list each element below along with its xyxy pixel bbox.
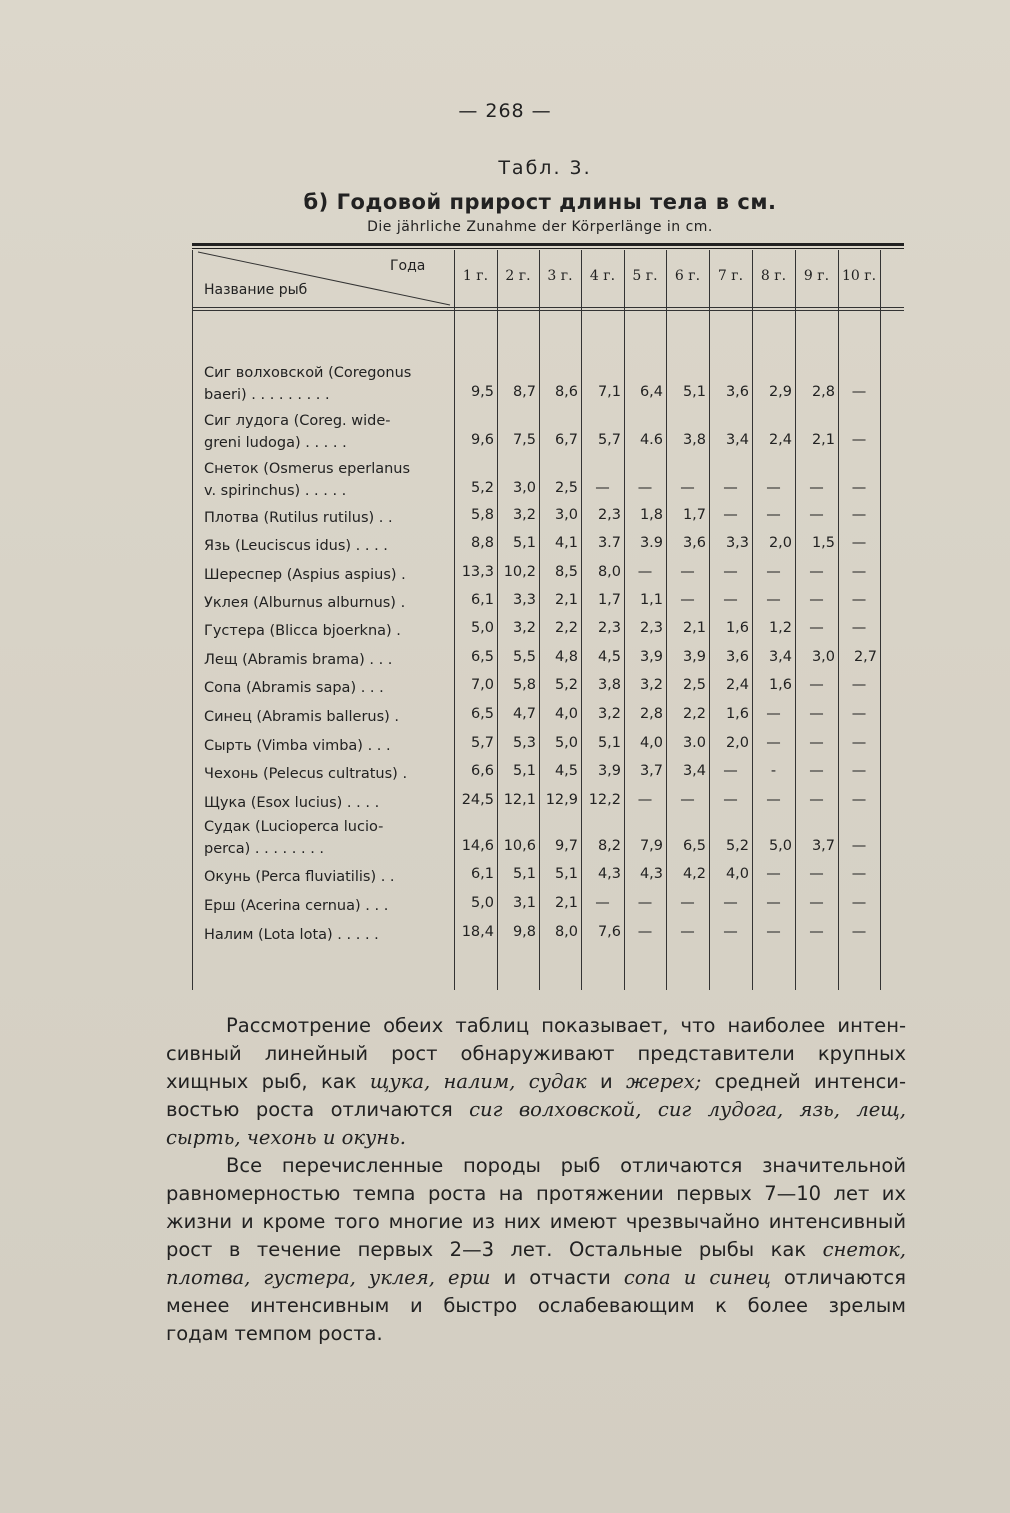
growth-value: 3,4 xyxy=(725,432,749,448)
table-label: Табл. 3. xyxy=(498,157,592,179)
fish-name-line: Ерш (Acerina cernua) . . . xyxy=(204,898,389,914)
fish-name-line: Синец (Abramis ballerus) . xyxy=(204,709,400,725)
growth-value: — xyxy=(723,924,738,940)
growth-value: 14,6 xyxy=(461,838,494,854)
growth-value: 2,2 xyxy=(682,706,706,722)
growth-value: 3,6 xyxy=(725,384,749,400)
text-run: рост в течение первых 2—3 лет. Остальные рыбы как xyxy=(166,1238,823,1261)
growth-value: 6,5 xyxy=(470,706,494,722)
growth-value: — xyxy=(851,735,867,751)
growth-value: 6,7 xyxy=(554,432,578,448)
growth-value: 8,0 xyxy=(597,564,621,580)
growth-value: — xyxy=(851,924,867,940)
growth-value: 3,9 xyxy=(682,649,706,665)
growth-value: 3,8 xyxy=(597,677,621,693)
text-run: отличаются xyxy=(770,1266,906,1289)
growth-value: — xyxy=(637,564,653,580)
fish-name xyxy=(204,410,444,454)
growth-value: 24,5 xyxy=(461,792,494,808)
growth-value: — xyxy=(766,792,781,808)
growth-value: 2,2 xyxy=(554,620,578,636)
growth-value: — xyxy=(637,924,653,940)
growth-value: 5,0 xyxy=(768,838,792,854)
growth-value: 4,1 xyxy=(554,535,578,551)
growth-value: 12,2 xyxy=(588,792,621,808)
growth-value: 5,0 xyxy=(470,895,494,911)
growth-value: 3,1 xyxy=(512,895,536,911)
growth-value: 9,8 xyxy=(512,924,536,940)
growth-value: — xyxy=(809,507,824,523)
growth-value: 2,1 xyxy=(682,620,706,636)
text-run: и xyxy=(586,1070,627,1093)
growth-value: — xyxy=(851,866,867,882)
growth-value: 4,7 xyxy=(512,706,536,722)
growth-value: 4.6 xyxy=(639,432,663,448)
growth-value: 8,2 xyxy=(597,838,621,854)
growth-value: 6,6 xyxy=(470,763,494,779)
growth-value: 5,1 xyxy=(554,866,578,882)
fish-name-line: Чехонь (Pelecus cultratus) . xyxy=(204,766,408,782)
text-run: менее интенсивным и быстро ослабевающим к более зрелым xyxy=(166,1294,906,1317)
growth-value: - xyxy=(770,763,777,779)
growth-value: 3,2 xyxy=(512,507,536,523)
growth-value: 5,8 xyxy=(512,677,536,693)
growth-value: 5,3 xyxy=(512,735,536,751)
growth-value: — xyxy=(766,564,781,580)
table-title: б) Годовой прирост длины тела в см. xyxy=(303,190,777,214)
paragraph-line xyxy=(166,1264,906,1292)
growth-value: 6,1 xyxy=(470,866,494,882)
fish-name-line: Язь (Leuciscus idus) . . . . xyxy=(204,538,388,554)
fish-name xyxy=(204,458,444,502)
paragraph-1 xyxy=(166,1012,906,1152)
growth-value: — xyxy=(809,480,824,496)
fish-name xyxy=(204,706,444,728)
growth-value: — xyxy=(851,384,867,400)
growth-value: 6,5 xyxy=(682,838,706,854)
fish-name xyxy=(204,592,444,614)
fish-name-line: Плотва (Rutilus rutilus) . . xyxy=(204,510,393,526)
fish-name-line: baeri) . . . . . . . . . xyxy=(204,387,330,403)
growth-value: 5,1 xyxy=(512,763,536,779)
growth-value: 12,9 xyxy=(545,792,578,808)
text-run: сивный линейный рост обнаруживают представители крупных xyxy=(166,1042,906,1065)
growth-value: 13,3 xyxy=(461,564,494,580)
growth-value: 12,1 xyxy=(503,792,536,808)
growth-value: 3,7 xyxy=(639,763,663,779)
fish-name-line: Налим (Lota lota) . . . . . xyxy=(204,927,379,943)
growth-value: 3,2 xyxy=(512,620,536,636)
paragraph-line xyxy=(166,1096,906,1124)
growth-value: — xyxy=(723,763,738,779)
header-fish-label: Название рыб xyxy=(204,282,308,298)
growth-value: — xyxy=(595,895,610,911)
growth-value: 6,1 xyxy=(470,592,494,608)
growth-value: 3,2 xyxy=(597,706,621,722)
growth-value: — xyxy=(809,592,824,608)
growth-value: 7,0 xyxy=(470,677,494,693)
fish-name xyxy=(204,763,444,785)
growth-value: 2,1 xyxy=(554,592,578,608)
growth-value: 8,6 xyxy=(554,384,578,400)
growth-value: — xyxy=(723,895,738,911)
table-header-rule xyxy=(192,307,904,308)
growth-value: 4,0 xyxy=(639,735,663,751)
growth-value: 9,7 xyxy=(554,838,578,854)
growth-value: — xyxy=(851,706,867,722)
fish-name-line: greni ludoga) . . . . . xyxy=(204,435,347,451)
growth-value: 3,4 xyxy=(682,763,706,779)
italic-text: сырть, чехонь и окунь. xyxy=(166,1126,406,1149)
growth-value: 4,2 xyxy=(682,866,706,882)
growth-value: — xyxy=(851,763,867,779)
growth-value: 1,1 xyxy=(639,592,663,608)
fish-name-line: Сиг волховской (Coregonus xyxy=(204,365,412,381)
growth-value: 5,0 xyxy=(554,735,578,751)
year-header: 2 г. xyxy=(505,268,531,284)
growth-value: 1,6 xyxy=(725,706,749,722)
growth-value: — xyxy=(680,592,695,608)
growth-value: — xyxy=(851,432,867,448)
text-run: Все перечисленные породы рыб отличаются значительной xyxy=(226,1154,906,1177)
growth-value: 2,0 xyxy=(768,535,792,551)
growth-value: 1,6 xyxy=(725,620,749,636)
growth-value: — xyxy=(637,480,653,496)
text-run: востью роста отличаются xyxy=(166,1098,470,1121)
fish-name-line: Судак (Lucioperca lucio- xyxy=(204,819,384,835)
growth-value: 10,2 xyxy=(503,564,536,580)
growth-value: 1,5 xyxy=(811,535,835,551)
growth-value: — xyxy=(723,792,738,808)
growth-value: 5,7 xyxy=(597,432,621,448)
growth-value: — xyxy=(809,620,824,636)
year-header: 6 г. xyxy=(674,268,701,284)
growth-value: — xyxy=(680,924,695,940)
fish-name-line: Шереспер (Aspius aspius) . xyxy=(204,567,406,583)
growth-value: 1,6 xyxy=(768,677,792,693)
growth-value: — xyxy=(766,592,781,608)
fish-name-line: v. spirinchus) . . . . . xyxy=(204,483,347,499)
paragraph-line xyxy=(166,1124,906,1152)
growth-value: 5,7 xyxy=(470,735,494,751)
fish-name xyxy=(204,620,444,642)
year-header: 5 г. xyxy=(632,268,658,284)
growth-value: — xyxy=(851,838,867,854)
fish-name xyxy=(204,507,444,529)
table-header-rule-thin xyxy=(192,310,904,311)
fish-name xyxy=(204,677,444,699)
italic-text: жерех; xyxy=(626,1070,702,1093)
growth-value: — xyxy=(766,480,781,496)
fish-name xyxy=(204,816,444,860)
growth-value: 9,5 xyxy=(470,384,494,400)
growth-value: 5,0 xyxy=(470,620,494,636)
table-subtitle: Die jährliche Zunahme der Körperlänge in cm. xyxy=(367,219,713,235)
growth-value: 4,3 xyxy=(639,866,663,882)
growth-value: — xyxy=(680,564,695,580)
growth-value: 2,4 xyxy=(725,677,749,693)
growth-value: 8,0 xyxy=(554,924,578,940)
growth-value: 2,4 xyxy=(768,432,792,448)
growth-value: 5,1 xyxy=(682,384,706,400)
growth-value: — xyxy=(809,924,824,940)
fish-name xyxy=(204,895,444,917)
growth-value: — xyxy=(766,924,781,940)
growth-value: 3.9 xyxy=(639,535,663,551)
growth-value: — xyxy=(809,866,824,882)
growth-value: 7,9 xyxy=(639,838,663,854)
growth-value: 9,6 xyxy=(470,432,494,448)
growth-value: — xyxy=(809,895,824,911)
growth-value: — xyxy=(723,480,738,496)
fish-name-line: Сопа (Abramis sapa) . . . xyxy=(204,680,384,696)
growth-value: 4,0 xyxy=(554,706,578,722)
paragraph-line xyxy=(166,1180,906,1208)
growth-value: 2,5 xyxy=(554,480,578,496)
table-top-rule-thin xyxy=(192,248,904,249)
growth-value: 3,0 xyxy=(811,649,835,665)
growth-value: 3,4 xyxy=(768,649,792,665)
growth-value: 4,3 xyxy=(597,866,621,882)
growth-value: 3,9 xyxy=(597,763,621,779)
fish-name-line: Щука (Esox lucius) . . . . xyxy=(204,795,380,811)
growth-value: 2,1 xyxy=(554,895,578,911)
fish-name-line: Окунь (Perca fluviatilis) . . xyxy=(204,869,395,885)
growth-value: 3,9 xyxy=(639,649,663,665)
growth-value: 5,1 xyxy=(512,866,536,882)
growth-value: — xyxy=(851,792,867,808)
table-top-rule xyxy=(192,243,904,246)
growth-value: 3,2 xyxy=(639,677,663,693)
paragraph-2 xyxy=(166,1152,906,1348)
table-left-border xyxy=(192,250,193,990)
text-run: годам темпом роста. xyxy=(166,1322,383,1345)
growth-value: 8,5 xyxy=(554,564,578,580)
growth-value: — xyxy=(851,895,867,911)
growth-value: — xyxy=(809,735,824,751)
growth-value: — xyxy=(766,895,781,911)
growth-value: 3,0 xyxy=(512,480,536,496)
growth-value: 2,3 xyxy=(639,620,663,636)
fish-name xyxy=(204,792,444,814)
text-run: Рассмотрение обеих таблиц показывает, что наиболее интен- xyxy=(226,1014,906,1037)
fish-name-line: Сиг лудога (Coreg. wide- xyxy=(204,413,391,429)
growth-value: — xyxy=(680,792,695,808)
growth-value: 5,1 xyxy=(512,535,536,551)
growth-value: 5,2 xyxy=(470,480,494,496)
growth-value: 3,0 xyxy=(554,507,578,523)
growth-value: 4,8 xyxy=(554,649,578,665)
page-number: — 268 — xyxy=(458,100,552,122)
growth-value: — xyxy=(851,620,867,636)
growth-value: — xyxy=(766,735,781,751)
growth-value: — xyxy=(809,763,824,779)
year-header: 3 г. xyxy=(547,268,573,284)
year-header: 8 г. xyxy=(760,268,787,284)
year-header: 4 г. xyxy=(589,268,616,284)
column-divider xyxy=(880,250,881,990)
fish-name xyxy=(204,649,444,671)
growth-value: 5,8 xyxy=(470,507,494,523)
italic-text: плотва, густера, уклея, ерш xyxy=(166,1266,491,1289)
growth-value: — xyxy=(851,480,867,496)
growth-value: — xyxy=(809,677,824,693)
text-run: равномерностью темпа роста на протяжении первых 7—10 лет их xyxy=(166,1182,906,1205)
growth-value: 2,0 xyxy=(725,735,749,751)
italic-text: снеток, xyxy=(822,1238,906,1261)
growth-value: 6,4 xyxy=(639,384,663,400)
text-run: жизни и кроме того многие из них имеют чрезвычайно интенсивный xyxy=(166,1210,906,1233)
fish-name xyxy=(204,866,444,888)
paragraph-line xyxy=(166,1068,906,1096)
text-run: хищных рыб, как xyxy=(166,1070,370,1093)
fish-name-line: Густера (Blicca bjoerkna) . xyxy=(204,623,401,639)
italic-text: сиг волховской, сиг лудога, язь, лещ, xyxy=(469,1098,906,1121)
growth-value: — xyxy=(766,706,781,722)
italic-text: сопа и синец xyxy=(623,1266,771,1289)
year-header: 9 г. xyxy=(803,268,830,284)
growth-value: 5,2 xyxy=(725,838,749,854)
year-header: 1 г. xyxy=(462,268,489,284)
growth-value: 7,6 xyxy=(597,924,621,940)
growth-value: — xyxy=(637,895,653,911)
growth-value: — xyxy=(723,592,738,608)
growth-value: 2,8 xyxy=(639,706,663,722)
italic-text: щука, налим, судак xyxy=(369,1070,587,1093)
growth-value: 3,7 xyxy=(811,838,835,854)
growth-value: 3,6 xyxy=(682,535,706,551)
paragraph-line xyxy=(166,1236,906,1264)
paragraph-line xyxy=(166,1320,906,1348)
fish-name-line: Сырть (Vimba vimba) . . . xyxy=(204,738,391,754)
growth-value: — xyxy=(595,480,610,496)
text-run: и отчасти xyxy=(490,1266,624,1289)
paragraph-line xyxy=(166,1012,906,1040)
growth-value: 3,3 xyxy=(725,535,749,551)
fish-name xyxy=(204,362,444,406)
growth-value: 1,7 xyxy=(597,592,621,608)
growth-value: 2,3 xyxy=(597,507,621,523)
paragraph-line xyxy=(166,1040,906,1068)
growth-value: — xyxy=(809,706,824,722)
growth-value: — xyxy=(809,564,824,580)
fish-name-line: Уклея (Alburnus alburnus) . xyxy=(204,595,406,611)
paragraph-line xyxy=(166,1292,906,1320)
growth-value: 18,4 xyxy=(461,924,494,940)
growth-value: — xyxy=(680,480,695,496)
growth-value: 6,5 xyxy=(470,649,494,665)
growth-value: 7,5 xyxy=(512,432,536,448)
year-header: 10 г. xyxy=(841,268,877,284)
header-years-label: Года xyxy=(390,258,426,274)
growth-value: 3.0 xyxy=(682,735,706,751)
fish-name xyxy=(204,564,444,586)
fish-name xyxy=(204,924,444,946)
growth-value: — xyxy=(766,866,781,882)
growth-value: — xyxy=(723,564,738,580)
growth-value: — xyxy=(723,507,738,523)
fish-name-line: Лещ (Abramis brama) . . . xyxy=(204,652,393,668)
growth-value: — xyxy=(766,507,781,523)
growth-value: 4,5 xyxy=(554,763,578,779)
growth-value: 5,1 xyxy=(597,735,621,751)
growth-value: 10,6 xyxy=(503,838,536,854)
growth-value: — xyxy=(809,792,824,808)
fish-name xyxy=(204,535,444,557)
growth-value: 8,8 xyxy=(470,535,494,551)
growth-value: 5,5 xyxy=(512,649,536,665)
growth-value: 7,1 xyxy=(597,384,621,400)
growth-value: — xyxy=(851,677,867,693)
growth-value: 2,5 xyxy=(682,677,706,693)
fish-name-line: perca) . . . . . . . . xyxy=(204,841,325,857)
growth-value: 4,5 xyxy=(597,649,621,665)
growth-value: — xyxy=(637,792,653,808)
growth-value: 2,9 xyxy=(768,384,792,400)
growth-value: — xyxy=(680,895,695,911)
growth-value: 2,7 xyxy=(853,649,877,665)
growth-value: 2,3 xyxy=(597,620,621,636)
growth-value: — xyxy=(851,592,867,608)
growth-value: — xyxy=(851,507,867,523)
year-header: 7 г. xyxy=(717,268,744,284)
paragraph-line xyxy=(166,1208,906,1236)
fish-name-line: Снеток (Osmerus eperlanus xyxy=(204,461,411,477)
growth-value: 3.7 xyxy=(597,535,621,551)
growth-value: 8,7 xyxy=(512,384,536,400)
growth-value: — xyxy=(851,564,867,580)
growth-value: 4,0 xyxy=(725,866,749,882)
text-run: средней интенси- xyxy=(701,1070,907,1093)
paragraph-line xyxy=(166,1152,906,1180)
growth-value: 5,2 xyxy=(554,677,578,693)
growth-value: 1,2 xyxy=(768,620,792,636)
growth-value: 3,8 xyxy=(682,432,706,448)
growth-value: 2,8 xyxy=(811,384,835,400)
growth-value: 3,3 xyxy=(512,592,536,608)
growth-value: — xyxy=(851,535,867,551)
growth-value: 1,8 xyxy=(639,507,663,523)
growth-value: 2,1 xyxy=(811,432,835,448)
growth-value: 1,7 xyxy=(682,507,706,523)
fish-name xyxy=(204,735,444,757)
growth-value: 3,6 xyxy=(725,649,749,665)
